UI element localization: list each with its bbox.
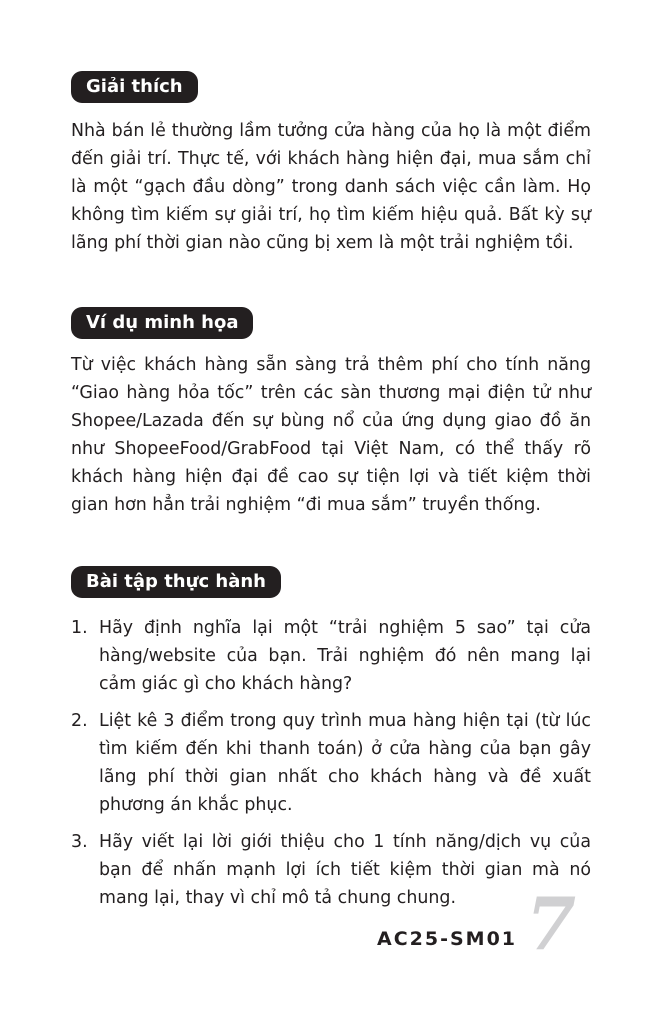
list-item (71, 707, 591, 819)
list-item-number: 1. (71, 618, 88, 638)
list-item-text: Liệt kê 3 điểm trong quy trình mua hàng hiện tại (từ lúc tìm kiếm đến khi thanh toán) ở cửa hàng của bạn gây lãng phí thời gian nhất cho khách hàng và đề xuất phương án khắc phục. (99, 711, 591, 815)
list-item-number: 3. (71, 832, 88, 852)
section-heading-example: Ví dụ minh họa (71, 307, 253, 339)
list-item (71, 614, 591, 698)
list-item-text: Hãy định nghĩa lại một “trải nghiệm 5 sao” tại cửa hàng/website của bạn. Trải nghiệm đó nên mang lại cảm giác gì cho khách hàng? (99, 618, 591, 694)
section-heading-practice: Bài tập thực hành (71, 566, 281, 598)
example-paragraph: Từ việc khách hàng sẵn sàng trả thêm phí cho tính năng “Giao hàng hỏa tốc” trên các sàn thương mại điện tử như Shopee/Lazada đến sự bùng nổ của ứng dụng giao đồ ăn như ShopeeFood/GrabFood tại Việt Nam, có thể thấy rõ khách hàng hiện đại đề cao sự tiện lợi và tiết kiệm thời gian hơn hẳn trải nghiệm “đi mua sắm” truyền thống. (71, 355, 591, 515)
page-number: 7 (526, 881, 577, 966)
practice-list (71, 614, 591, 921)
document-code: AC25-SM01 (377, 928, 518, 950)
list-item-text: Hãy viết lại lời giới thiệu cho 1 tính năng/dịch vụ của bạn để nhấn mạnh lợi ích tiết kiệm thời gian mà nó mang lại, thay vì chỉ mô tả chung chung. (99, 832, 591, 908)
explanation-paragraph: Nhà bán lẻ thường lầm tưởng cửa hàng của họ là một điểm đến giải trí. Thực tế, với khách hàng hiện đại, mua sắm chỉ là một “gạch đầu dòng” trong danh sách việc cần làm. Họ không tìm kiếm sự giải trí, họ tìm kiếm hiệu quả. Bất kỳ sự lãng phí thời gian nào cũng bị xem là một trải nghiệm tồi. (71, 121, 591, 253)
section-heading-explanation: Giải thích (71, 71, 198, 103)
list-item (71, 828, 591, 912)
list-item-number: 2. (71, 711, 88, 731)
